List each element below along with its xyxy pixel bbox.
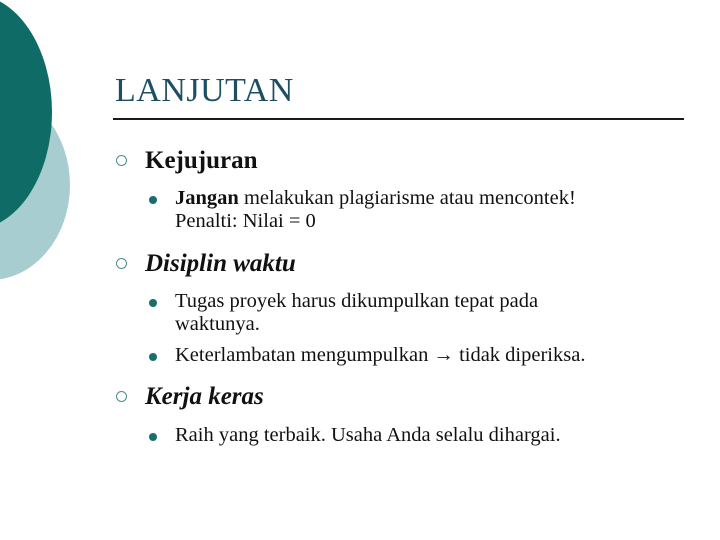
hollow-circle-bullet-icon [116, 155, 127, 166]
bullet-lead-text: Jangan [175, 187, 239, 209]
corner-decoration [0, 0, 80, 300]
bullet-text: melakukan plagiarisme atau mencontek! [238, 187, 576, 209]
bullet-text: Keterlambatan mengumpulkan → tidak diperiksa. [175, 344, 586, 366]
filled-circle-bullet-icon [149, 353, 157, 361]
section-heading-text: Kejujuran [145, 147, 258, 174]
bullet-item [113, 344, 703, 367]
filled-circle-bullet-icon [149, 299, 157, 307]
section-heading-text: Kerja keras [145, 383, 264, 410]
bullet-item [113, 424, 703, 447]
section-heading [113, 146, 703, 176]
section-heading [113, 249, 703, 279]
section-heading-text: Disiplin waktu [145, 250, 296, 277]
bullet-item [113, 187, 703, 233]
bullet-text: Tugas proyek harus dikumpulkan tepat pada [175, 290, 539, 312]
bullet-line-2: waktunya. [175, 313, 260, 335]
hollow-circle-bullet-icon [116, 258, 127, 269]
filled-circle-bullet-icon [149, 196, 157, 204]
slide-title: LANJUTAN [115, 72, 294, 109]
hollow-circle-bullet-icon [116, 391, 127, 402]
slide-content [113, 146, 703, 447]
bullet-text: Raih yang terbaik. Usaha Anda selalu dihargai. [175, 424, 561, 446]
bullet-line-2: Penalti: Nilai = 0 [175, 210, 316, 232]
title-divider [113, 118, 684, 120]
bullet-item [113, 290, 703, 336]
section-heading [113, 382, 703, 412]
filled-circle-bullet-icon [149, 433, 157, 441]
bullet-line [175, 187, 703, 210]
